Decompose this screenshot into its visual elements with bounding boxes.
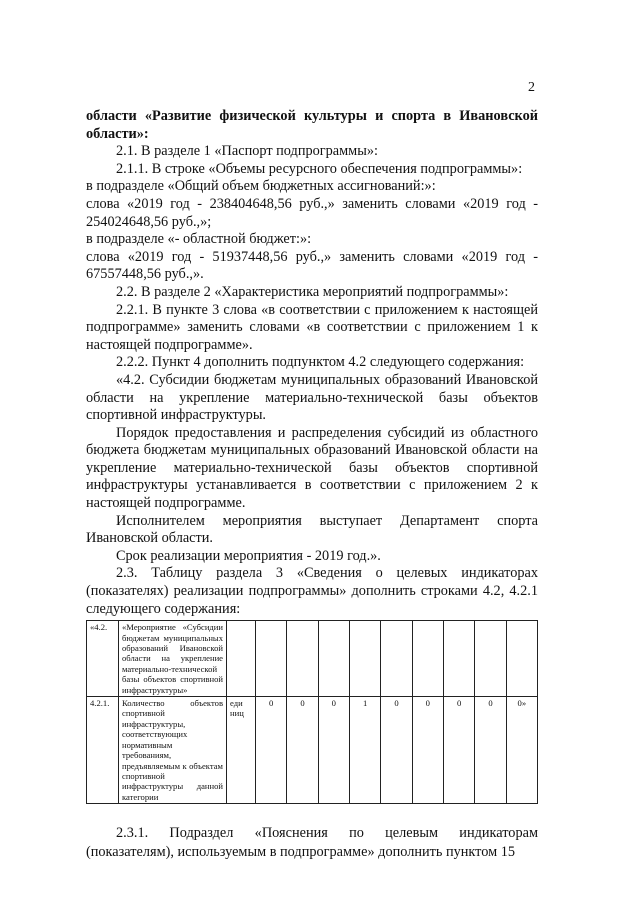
table-cell: 0: [287, 697, 318, 804]
table-row: [87, 621, 538, 697]
table-cell: 0: [412, 697, 443, 804]
table-cell: [412, 621, 443, 697]
indicators-table: [86, 620, 538, 804]
table-cell: [227, 621, 256, 697]
paragraph: в подразделе «- областной бюджет:»:: [86, 231, 312, 248]
paragraph: 2.2.2. Пункт 4 дополнить подпунктом 4.2 следующего содержания:: [116, 354, 525, 371]
paragraph: 2.1. В разделе 1 «Паспорт подпрограммы»:: [116, 143, 378, 160]
table-cell: 0: [443, 697, 474, 804]
paragraph: 2.3.1. Подраздел «Пояснения по целевым индикаторам (показателям), используемым в подпрограмме» дополнить пунктом 15: [86, 825, 538, 861]
paragraph: Исполнителем мероприятия выступает Департамент спорта Ивановской области.: [86, 512, 538, 547]
table-cell: 0: [256, 697, 287, 804]
paragraph: Порядок предоставления и распределения субсидий из областного бюджета бюджетам муниципальных образований Ивановской области на укрепление материально-технической базы объектов спортивной инфраструктуры устанавливается в соответствии с приложением 2 к настоящей подпрограмме.: [86, 424, 538, 512]
paragraph: области «Развитие физической культуры и спорта в Ивановской области»:: [86, 108, 538, 142]
table-cell: [318, 621, 349, 697]
table-cell: 0: [318, 697, 349, 804]
paragraph: 2.2. В разделе 2 «Характеристика мероприятий подпрограммы»:: [116, 283, 509, 300]
table-row: [87, 697, 538, 804]
table-cell: 0: [475, 697, 506, 804]
table-cell: [287, 621, 318, 697]
page-number: 2: [528, 80, 535, 95]
paragraph: 2.3. Таблицу раздела 3 «Сведения о целевых индикаторах (показателях) реализации подпрограммы» дополнить строками 4.2, 4.2.1 следующего содержания:: [86, 565, 538, 617]
table-cell: [443, 621, 474, 697]
paragraph: Срок реализации мероприятия - 2019 год.».: [116, 547, 381, 564]
table-cell: 0»: [506, 697, 537, 804]
table-cell: «4.2.: [87, 621, 119, 697]
table-cell: еди ниц: [227, 697, 256, 804]
table-cell: 1: [349, 697, 380, 804]
table-cell: Количество объектов спортивной инфраструктуры, соответствующих нормативным требованиям, предъявляемым к объектам спортивной инфраструктуры данной категории: [119, 697, 227, 804]
table-cell: [349, 621, 380, 697]
document-body: [86, 108, 538, 618]
paragraph: «4.2. Субсидии бюджетам муниципальных образований Ивановской области на укрепление материально-технической базы объектов спортивной инфраструктуры.: [86, 371, 538, 424]
table-cell: 4.2.1.: [87, 697, 119, 804]
paragraph: в подразделе «Общий объем бюджетных ассигнований:»:: [86, 178, 436, 195]
table-cell: 0: [381, 697, 412, 804]
table-cell: [475, 621, 506, 697]
paragraph: 2.1.1. В строке «Объемы ресурсного обеспечения подпрограммы»:: [116, 160, 523, 177]
table-cell: [256, 621, 287, 697]
paragraph: слова «2019 год - 238404648,56 руб.,» заменить словами «2019 год - 254024648,56 руб.,»;: [86, 195, 538, 230]
table-cell: «Мероприятие «Субсидии бюджетам муниципальных образований Ивановской области на укрепление материально-технической базы объектов спортивной инфраструктуры»: [119, 621, 227, 697]
paragraph: слова «2019 год - 51937448,56 руб.,» заменить словами «2019 год - 67557448,56 руб.,».: [86, 248, 538, 283]
paragraph: 2.2.1. В пункте 3 слова «в соответствии с приложением к настоящей подпрограмме» заменить словами «в соответствии с приложением 1 к настоящей подпрограмме».: [86, 301, 538, 353]
table-cell: [381, 621, 412, 697]
table-cell: [506, 621, 537, 697]
